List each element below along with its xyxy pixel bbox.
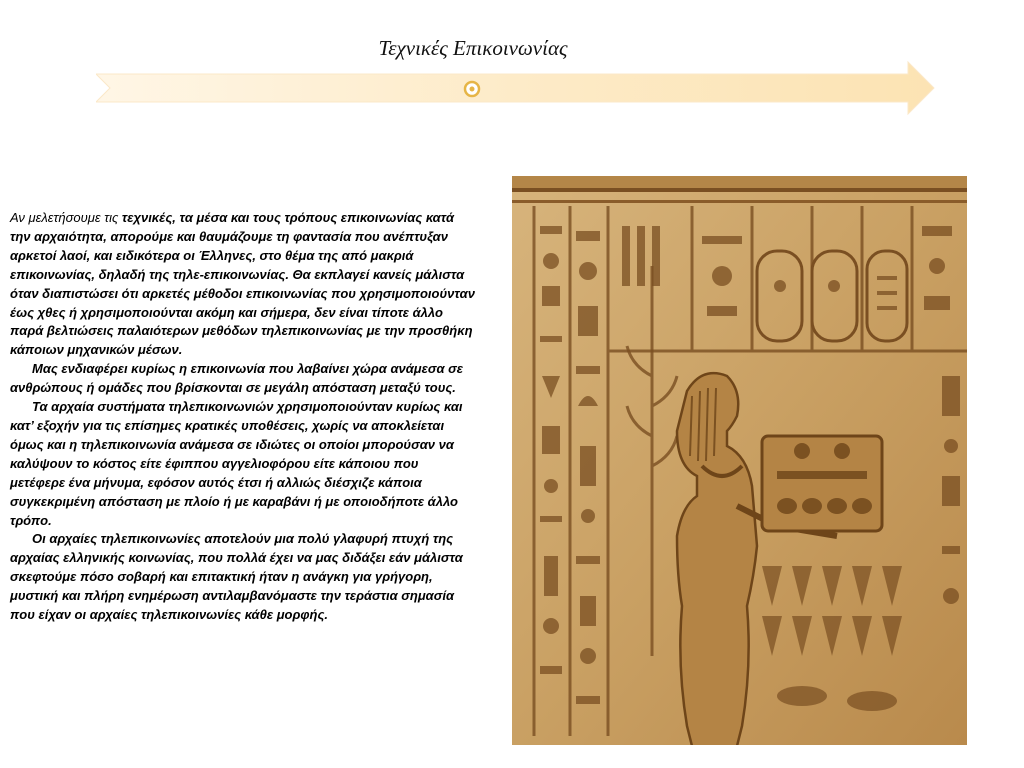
bullet-dot-icon bbox=[465, 82, 479, 96]
paragraph-3: Τα αρχαία συστήματα τηλεπικοινωνιών χρησιμοποιούνταν κυρίως και κατ’ εξοχήν για τις επίσημες κρατικές υποθέσεις, χωρίς να αποκλείεται όμως και η τηλεπικοινωνία ανάμεσα σε ιδιώτες οι οποίοι μπορούσαν να καλύψουν το κόστος είτε έφιππου αγγελιοφόρου είτε κάποιου που μετέφερε ένα μήνυμα, εφόσον αυτός έτσι ή αλλιώς διέσχιζε κάποια συγκεκριμένη απόσταση με πλοίο ή με καραβάνι ή με οποιοδήποτε άλλο τρόπο. bbox=[10, 399, 463, 528]
paragraph-2: Μας ενδιαφέρει κυρίως η επικοινωνία που λαβαίνει χώρα ανάμεσα σε ανθρώπους ή ομάδες που βρίσκονται σε μεγάλη απόσταση μεταξύ τους. bbox=[10, 361, 464, 396]
title-arrow-banner bbox=[96, 60, 936, 116]
body-text bbox=[10, 209, 476, 625]
paragraph-4: Οι αρχαίες τηλεπικοινωνίες αποτελούν μια πολύ γλαφυρή πτυχή της αρχαίας ελληνικής κοινωνίας, που πολλά έχει να μας διδάξει εάν μάλιστα σκεφτούμε πόσο σοβαρή και επιτακτική ήταν η ανάγκη για γρήγορη, μυστική και πλήρη ενημέρωση αντιλαμβανόμαστε την τεράστια σημασία που είχαν οι αρχαίες τηλεπικοινωνίες κάθε μορφής. bbox=[10, 531, 463, 623]
egyptian-relief-image bbox=[512, 176, 967, 745]
paragraph-1-rest: τεχνικές, τα μέσα και τους τρόπους επικοινωνίας κατά την αρχαιότητα, απορούμε και θαυμάζουμε τη φαντασία που ανέπτυξαν αρκετοί λαοί, και ειδικότερα οι Έλληνες, στο θέμα της από μακριά επικοινωνίας, δηλαδή της τηλε-επικοινωνίας. Θα εκπλαγεί κανείς μάλιστα όταν διαπιστώσει ότι αρκετές μέθοδοι επικοινωνίας που χρησιμοποιούνταν έως χθες ή χρησιμοποιούνται ακόμη και σήμερα, δεν είναι τίποτε άλλο παρά βελτιώσεις παλαιότερων μεθόδων τηλεπικοινωνίας με την προσθήκη κάποιων μηχανικών μέσων. bbox=[10, 210, 475, 358]
paragraph-1-lead: Αν μελετήσουμε τις bbox=[10, 210, 122, 225]
paragraph-1 bbox=[10, 209, 476, 360]
slide-title: Τεχνικές Επικοινωνίας bbox=[378, 36, 568, 60]
